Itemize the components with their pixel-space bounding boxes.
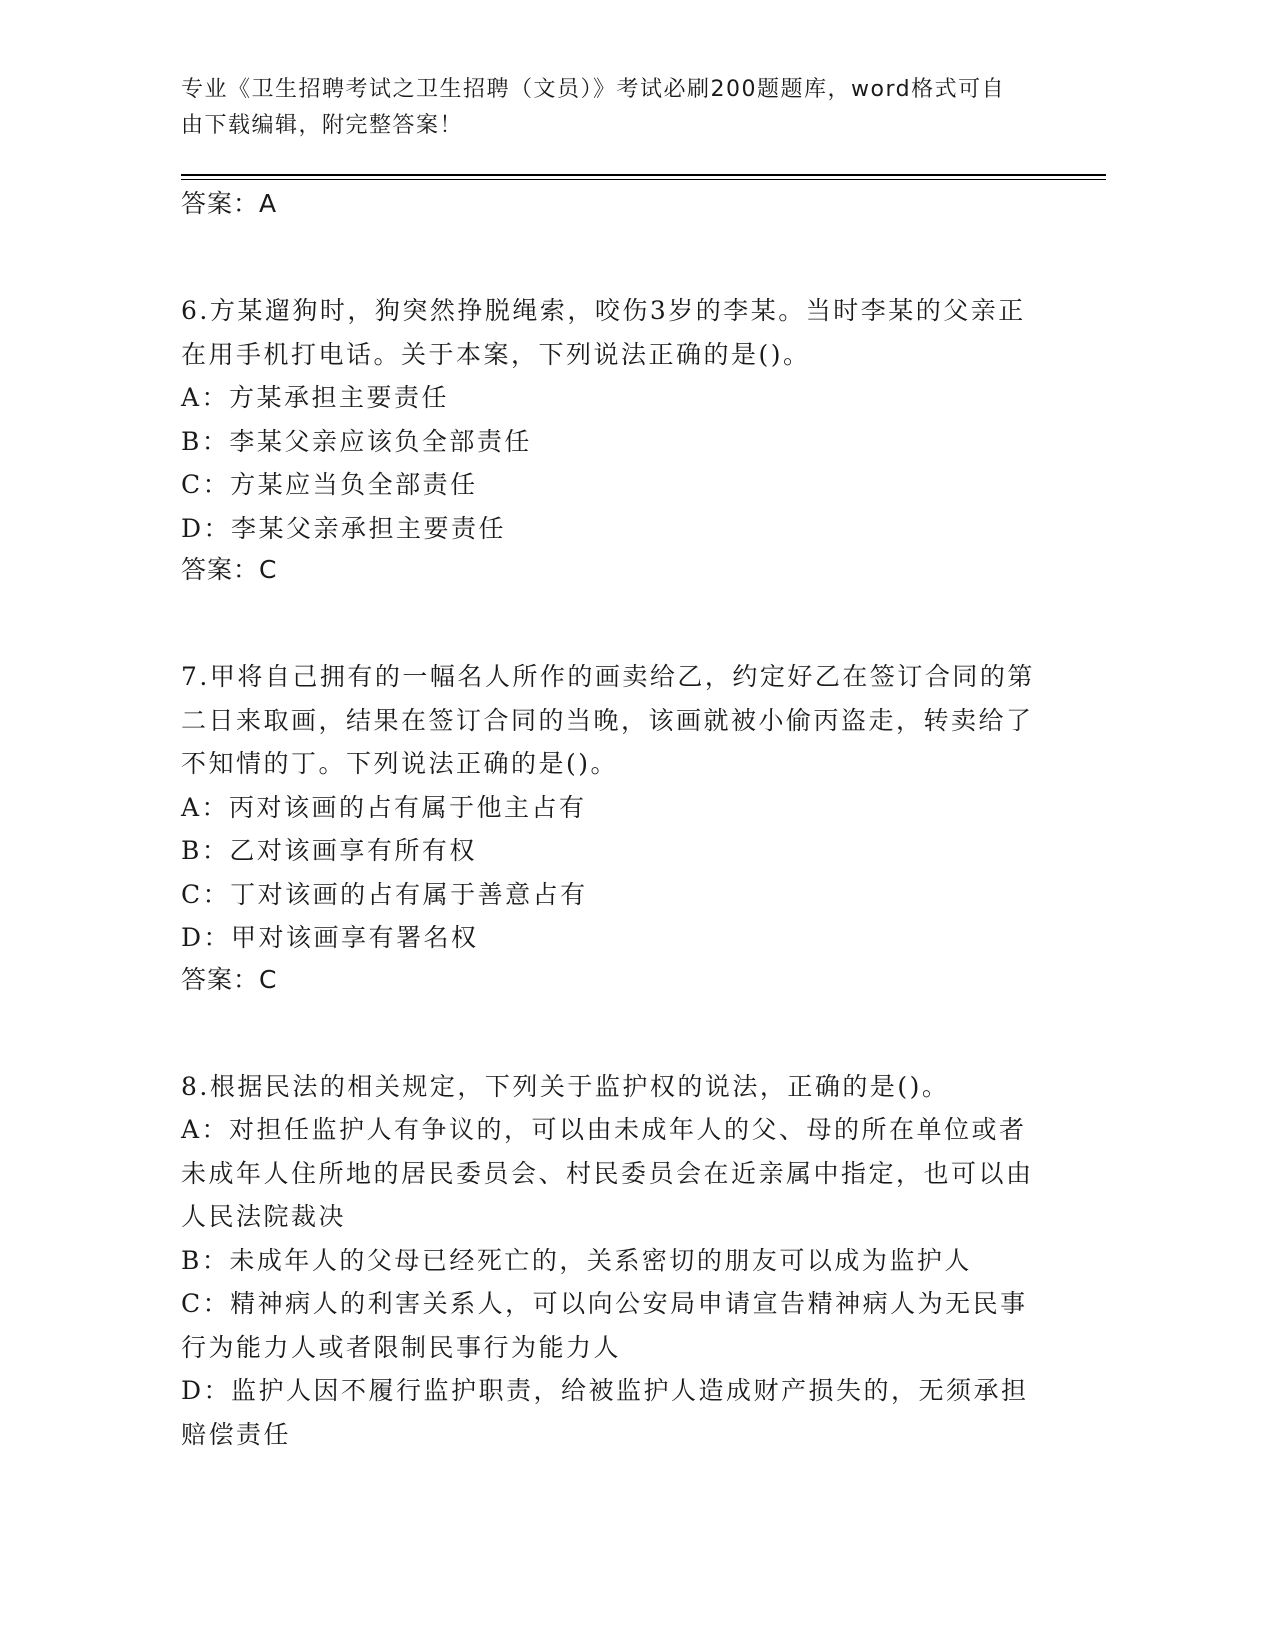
option-b: B：未成年人的父母已经死亡的，关系密切的朋友可以成为监护人 (181, 1245, 972, 1275)
option-a: A：丙对该画的占有属于他主占有 (181, 792, 587, 822)
question-7 (181, 655, 1041, 995)
option-b: B：李某父亲应该负全部责任 (181, 426, 532, 456)
header-line-1: 专业《卫生招聘考试之卫生招聘（文员）》考试必刷200题题库，word格式可自 (181, 77, 1006, 102)
option-c: C：精神病人的利害关系人，可以向公安局申请宣告精神病人为无民事行为能力人或者限制民事行为能力人 (181, 1289, 1028, 1362)
previous-question-answer: 答案：A (181, 189, 278, 218)
option-a: A：对担任监护人有争议的，可以由未成年人的父、母的所在单位或者未成年人住所地的居民委员会、村民委员会在近亲属中指定，也可以由人民法院裁决 (181, 1115, 1034, 1231)
question-answer: 答案：C (181, 555, 278, 584)
option-c: C：方某应当负全部责任 (181, 470, 478, 499)
question-6 (181, 289, 1041, 585)
header-divider-thick (181, 174, 1106, 176)
option-d: D：甲对该画享有署名权 (181, 923, 479, 952)
question-stem: 6.方某遛狗时，狗突然挣脱绳索，咬伤3岁的李某。当时李某的父亲正在用手机打电话。关于本案，下列说法正确的是()。 (181, 296, 1026, 369)
question-answer: 答案：C (181, 964, 278, 994)
question-8 (181, 1065, 1041, 1457)
option-d: D：监护人因不履行监护职责，给被监护人造成财产损失的，无须承担赔偿责任 (181, 1376, 1029, 1449)
option-c: C：丁对该画的占有属于善意占有 (181, 879, 588, 909)
header-line-2: 由下载编辑，附完整答案！ (181, 113, 464, 138)
document-header (181, 72, 1041, 144)
header-divider-thin (181, 179, 1106, 180)
question-stem: 8.根据民法的相关规定，下列关于监护权的说法，正确的是()。 (181, 1071, 950, 1101)
question-stem: 7.甲将自己拥有的一幅名人所作的画卖给乙，约定好乙在签订合同的第二日来取画，结果在签订合同的当晚，该画就被小偷丙盗走，转卖给了不知情的丁。下列说法正确的是()。 (181, 662, 1035, 778)
document-body (181, 189, 1041, 1456)
option-b: B：乙对该画享有所有权 (181, 836, 477, 865)
option-d: D：李某父亲承担主要责任 (181, 513, 507, 543)
option-a: A：方某承担主要责任 (181, 383, 450, 412)
